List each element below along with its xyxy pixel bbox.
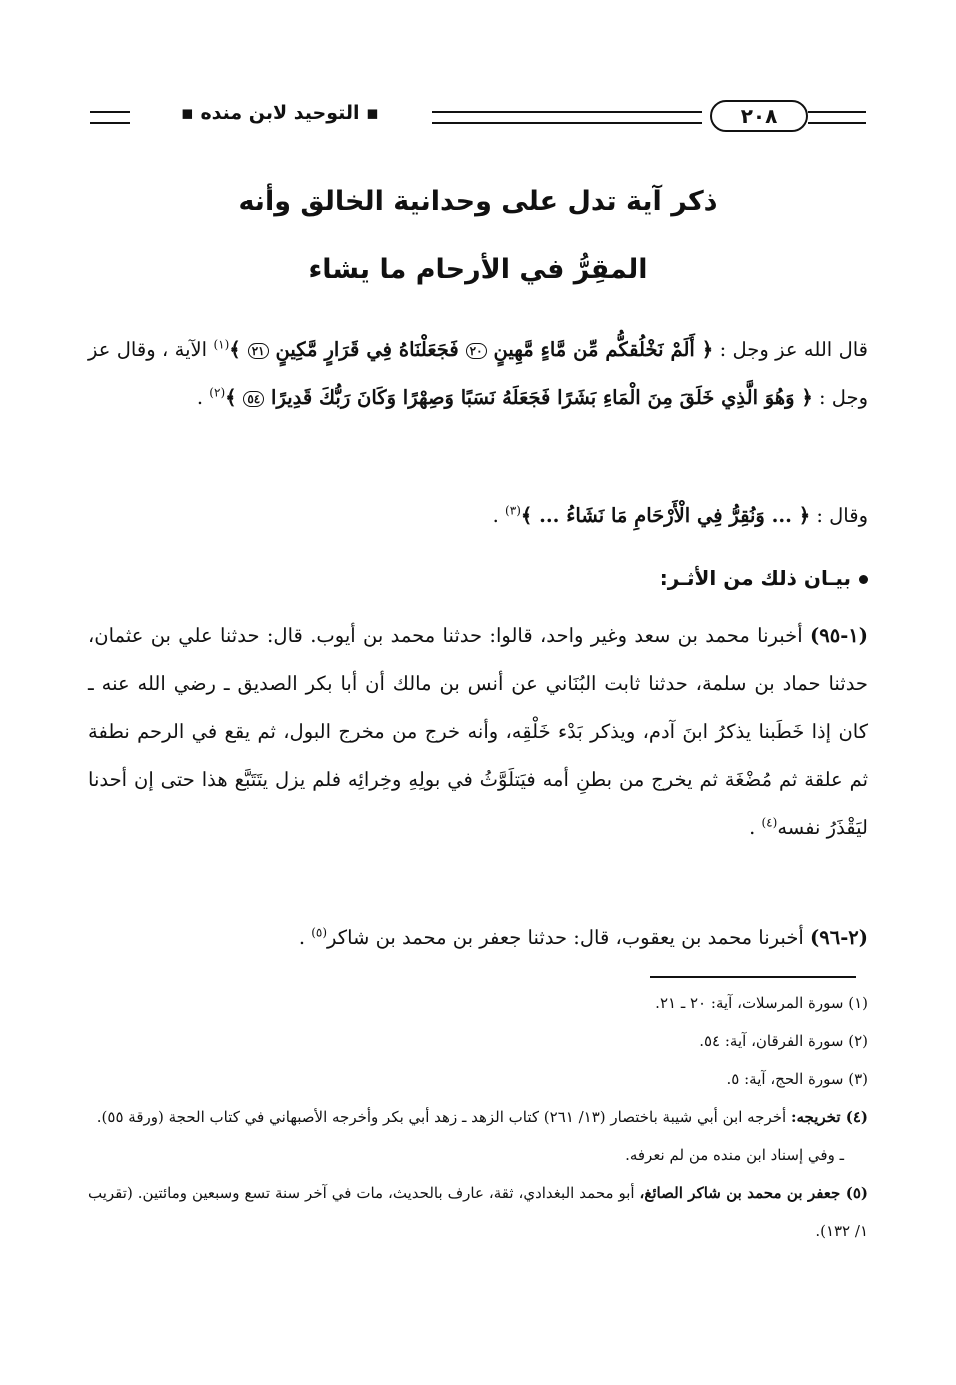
- footnote-ref-1[interactable]: (١): [213, 337, 230, 352]
- hadith-number: (٢-٩٦): [810, 926, 868, 949]
- connector-text: الآية ، وقال عز وجل :: [88, 338, 868, 409]
- footnote-3: (٣) سورة الحج، آية: ٥.: [726, 1070, 868, 1088]
- footnote-ref-2[interactable]: (٢): [209, 385, 226, 400]
- footnote-separator: [650, 976, 856, 978]
- aya-number-marker: ٢١: [248, 343, 269, 359]
- hadith-text: أخبرنا محمد بن سعد وغير واحد، قالوا: حدثنا محمد بن أيوب. قال: حدثنا علي بن عثمان، حدثنا حماد بن سلمة، حدثنا ثابت البُنَاني عن أنس بن مالك أن أبا بكر الصديق ـ رضي الله عنه ـ كان إذا خَطَبنا يذكرُ ابنَ آدم، ويذكر بَدْء خَلْقِه، وأنه خرج من مخرج البول، ثم يقع في الرحم نطفة ثم علقة ثم مُضْغَة ثم يخرج من بطنِ أمه فيَتلَوَّثُ في بولِهِ وخِرائِه فلم يزل يتَتَبَّع هذا حتى إن أحدنا ليَقْذَرُ نفسه: [88, 624, 868, 839]
- quran-verse-mursalat: ﴿ أَلَمْ نَخْلُقكُّم مِّن مَّاءٍ مَّهِينٍ ٢٠ فَجَعَلْنَاهُ فِي قَرَارٍ مَّكِينٍ ٢١ ﴾: [229, 338, 714, 361]
- footnote-ref-4[interactable]: (٤): [761, 815, 778, 830]
- quran-verse-hajj: ﴿ ... وَنُقِرُّ فِي الْأَرْحَامِ مَا نَشَاءُ ... ﴾: [520, 504, 811, 527]
- footnote-5: (٥) جعفر بن محمد بن شاكر الصائغ، أبو محمد البغدادي، ثقة، عارف بالحديث، مات في آخر سنة تسع وسبعين ومائتين. (تقريب ١/ ١٣٢).: [88, 1184, 868, 1240]
- section-subheading: بيـان ذلك من الأثـر:: [88, 560, 868, 596]
- book-title: ▪ التوحيد لابن منده ▪: [180, 102, 380, 124]
- hadith-number: (١-٩٥): [810, 624, 868, 647]
- footnote-2: (٢) سورة الفرقان، آية: ٥٤.: [699, 1032, 868, 1050]
- verse-hajj-paragraph: وقال : ﴿ ... وَنُقِرُّ فِي الْأَرْحَامِ مَا نَشَاءُ ... ﴾$^{(٣)}$ .: [492, 503, 868, 527]
- running-header: [90, 98, 866, 138]
- footnotes: [88, 984, 868, 1250]
- intro-text: وقال :: [810, 504, 868, 527]
- header-rule-left: [90, 111, 130, 124]
- footnote-1: (١) سورة المرسلات، آية: ٢٠ ـ ٢١.: [655, 994, 868, 1012]
- footnote-4-remark: ـ وفي إسناد ابن منده من لم نعرفه.: [625, 1146, 844, 1164]
- bullet-icon: [859, 575, 868, 584]
- header-rule-right: [808, 111, 866, 124]
- aya-number-marker: ٢٠: [466, 343, 487, 359]
- footnote-label: (٥) جعفر بن محمد بن شاكر الصائغ،: [639, 1184, 868, 1202]
- footnote-label: (٤) تخريجه:: [790, 1108, 868, 1126]
- footnote-4: (٤) تخريجه: أخرجه ابن أبي شيبة باختصار (١٣/ ٢٦١) كتاب الزهد ـ زهد أبي بكر وأخرجه الأصبهاني في كتاب الحجة (ورقة ٥٥).: [96, 1108, 868, 1126]
- intro-text: قال الله عز وجل :: [713, 338, 868, 361]
- hadith-96: (٢-٩٦) أخبرنا محمد بن يعقوب، قال: حدثنا جعفر بن محمد بن شاكر$^{(٥)}$ .: [298, 925, 868, 949]
- header-rule-middle: [432, 111, 702, 124]
- footnote-ref-3[interactable]: (٣): [505, 503, 521, 518]
- hadith-95: (١-٩٥) أخبرنا محمد بن سعد وغير واحد، قالوا: حدثنا محمد بن أيوب. قال: حدثنا علي بن عثمان، حدثنا حماد بن سلمة، حدثنا ثابت البُنَاني عن أنس بن مالك أن أبا بكر الصديق ـ رضي الله عنه ـ كان إذا خَطَبنا يذكرُ ابنَ آدم، ويذكر بَدْء خَلْقِه، وأنه خرج من مخرج البول، ثم يقع في الرحم نطفة ثم علقة ثم مُضْغَة ثم يخرج من بطنِ أمه فيَتلَوَّثُ في بولِهِ وخِرائِه فلم يزل يتَتَبَّع هذا حتى إن أحدنا ليَقْذَرُ نفسه$^{(٤)}$ .: [88, 624, 868, 839]
- footnote-ref-5[interactable]: (٥): [311, 925, 328, 940]
- verses-paragraph: قال الله عز وجل : ﴿ أَلَمْ نَخْلُقكُّم مِّن مَّاءٍ مَّهِينٍ ٢٠ فَجَعَلْنَاهُ فِي قَرَارٍ مَّكِينٍ ٢١ ﴾$^{(١)}$ الآية ، وقال عز وجل : ﴿ وَهُوَ الَّذِي خَلَقَ مِنَ الْمَاءِ بَشَرًا فَجَعَلَهُ نَسَبًا وَصِهْرًا وَكَانَ رَبُّكَ قَدِيرًا ٥٤ ﴾$^{(٢)}$ .: [88, 337, 868, 409]
- chapter-heading-line-2: المقِرُّ في الأرحام ما يشاء: [308, 254, 648, 285]
- chapter-heading-line-1: ذكر آية تدل على وحدانية الخالق وأنه: [238, 186, 718, 217]
- page-number: ٢٠٨: [710, 100, 808, 132]
- quran-verse-furqan: ﴿ وَهُوَ الَّذِي خَلَقَ مِنَ الْمَاءِ بَشَرًا فَجَعَلَهُ نَسَبًا وَصِهْرًا وَكَانَ رَبُّكَ قَدِيرًا ٥٤ ﴾: [225, 386, 813, 409]
- hadith-text: أخبرنا محمد بن يعقوب، قال: حدثنا جعفر بن محمد بن شاكر: [327, 926, 810, 949]
- aya-number-marker: ٥٤: [243, 391, 264, 407]
